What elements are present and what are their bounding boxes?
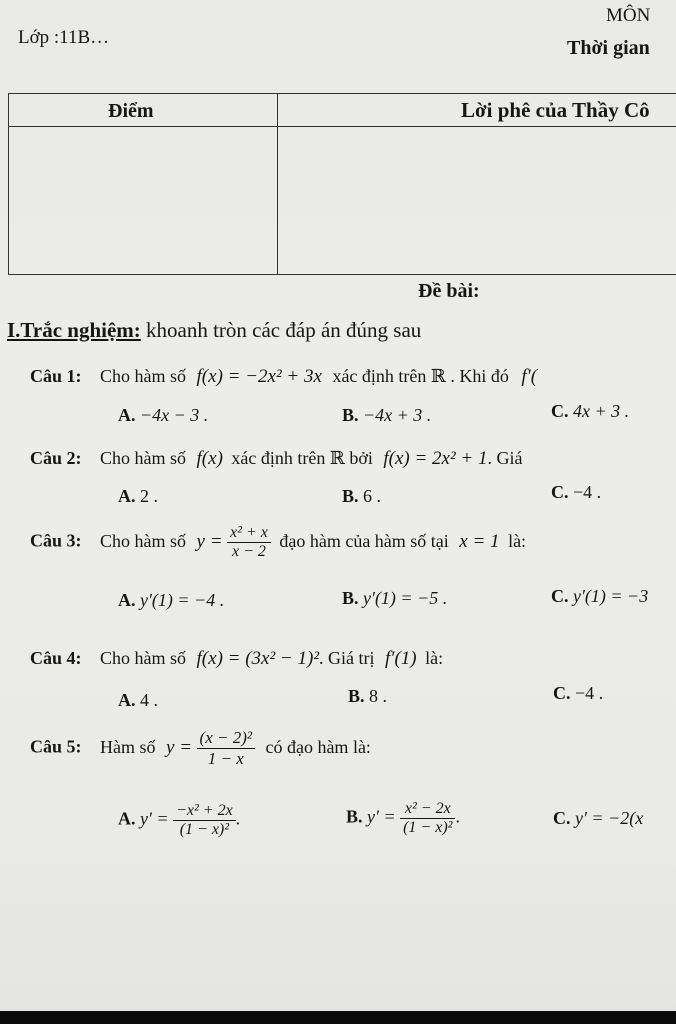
question-label: Câu 4: xyxy=(30,648,82,668)
question-expr: f(x) = −2x² + 3x xyxy=(196,366,322,387)
score-header: Điểm xyxy=(108,100,154,122)
option-3c[interactable]: C. y′(1) = −3 xyxy=(551,586,649,606)
question-4: Câu 4: Cho hàm số f(x) = (3x² − 1)². Giá trị f′(1) là: xyxy=(30,648,444,669)
option-4a[interactable]: A. 4 . xyxy=(118,690,158,710)
part1-heading xyxy=(7,318,421,343)
option-4c[interactable]: C. −4 . xyxy=(553,683,604,703)
fraction: $\frac{\text{x² + x}}{x - 2}$ xyxy=(227,524,271,561)
option-3b[interactable]: B. y′(1) = −5 . xyxy=(342,588,448,608)
section-title: Đề bài: xyxy=(418,280,480,302)
option-5c[interactable]: C. y′ = −2(x xyxy=(553,808,644,828)
option-1c[interactable]: C. 4x + 3 . xyxy=(551,401,630,421)
question-3: Câu 3: Cho hàm số y = $\frac{\text{x² + x}}{x - 2}$ đạo hàm của hàm số tại x = 1 là: xyxy=(30,524,527,560)
question-2: Câu 2: Cho hàm số f(x) xác định trên ℝ bởi f(x) = 2x² + 1. Giá xyxy=(30,448,523,469)
question-label: Câu 3: xyxy=(30,530,82,551)
option-2a[interactable]: A. 2 . xyxy=(118,486,158,506)
fraction: $\frac{\text{−x² + 2x}}{\text{(1 − x)²}}$ xyxy=(173,802,236,839)
fraction: $\frac{\text{(x − 2)²}}{1 - x}$ xyxy=(197,728,255,769)
option-2b[interactable]: B. 6 . xyxy=(342,486,382,506)
score-table xyxy=(8,93,676,275)
question-1: Câu 1: Cho hàm số f(x) = −2x² + 3x xác định trên ℝ . Khi đó f′( xyxy=(30,366,538,387)
question-label: Câu 1: xyxy=(30,366,82,386)
subject-label: MÔN xyxy=(606,5,651,26)
option-5a[interactable]: A. y′ = $\frac{\text{−x² + 2x}}{\text{(1 − x)²}}$ . xyxy=(118,802,241,838)
question-label: Câu 2: xyxy=(30,448,82,468)
option-2c[interactable]: C. −4 . xyxy=(551,482,602,502)
option-3a[interactable]: A. y′(1) = −4 . xyxy=(118,590,225,610)
comment-header: Lời phê của Thầy Cô xyxy=(461,98,650,122)
question-label: Câu 5: xyxy=(30,736,82,757)
part1-title: I.Trắc nghiệm: xyxy=(7,318,141,342)
fraction: $\frac{\text{x² − 2x}}{\text{(1 − x)²}}$ xyxy=(400,800,455,837)
option-1a[interactable]: A. −4x − 3 . xyxy=(118,405,209,425)
option-5b[interactable]: B. y′ = $\frac{\text{x² − 2x}}{\text{(1 − x)²}}$ . xyxy=(346,800,460,836)
part1-instruction: khoanh tròn các đáp án đúng sau xyxy=(140,318,422,342)
bottom-edge xyxy=(0,1011,676,1024)
option-1b[interactable]: B. −4x + 3 . xyxy=(342,405,432,425)
class-label: Lớp :11B… xyxy=(18,27,110,48)
time-label: Thời gian xyxy=(567,37,650,59)
question-5: Câu 5: Hàm số y = $\frac{\text{(x − 2)²}}{1 - x}$ có đạo hàm là: xyxy=(30,728,371,768)
option-4b[interactable]: B. 8 . xyxy=(348,686,388,706)
score-cell xyxy=(9,126,277,274)
comment-cell xyxy=(279,126,676,274)
